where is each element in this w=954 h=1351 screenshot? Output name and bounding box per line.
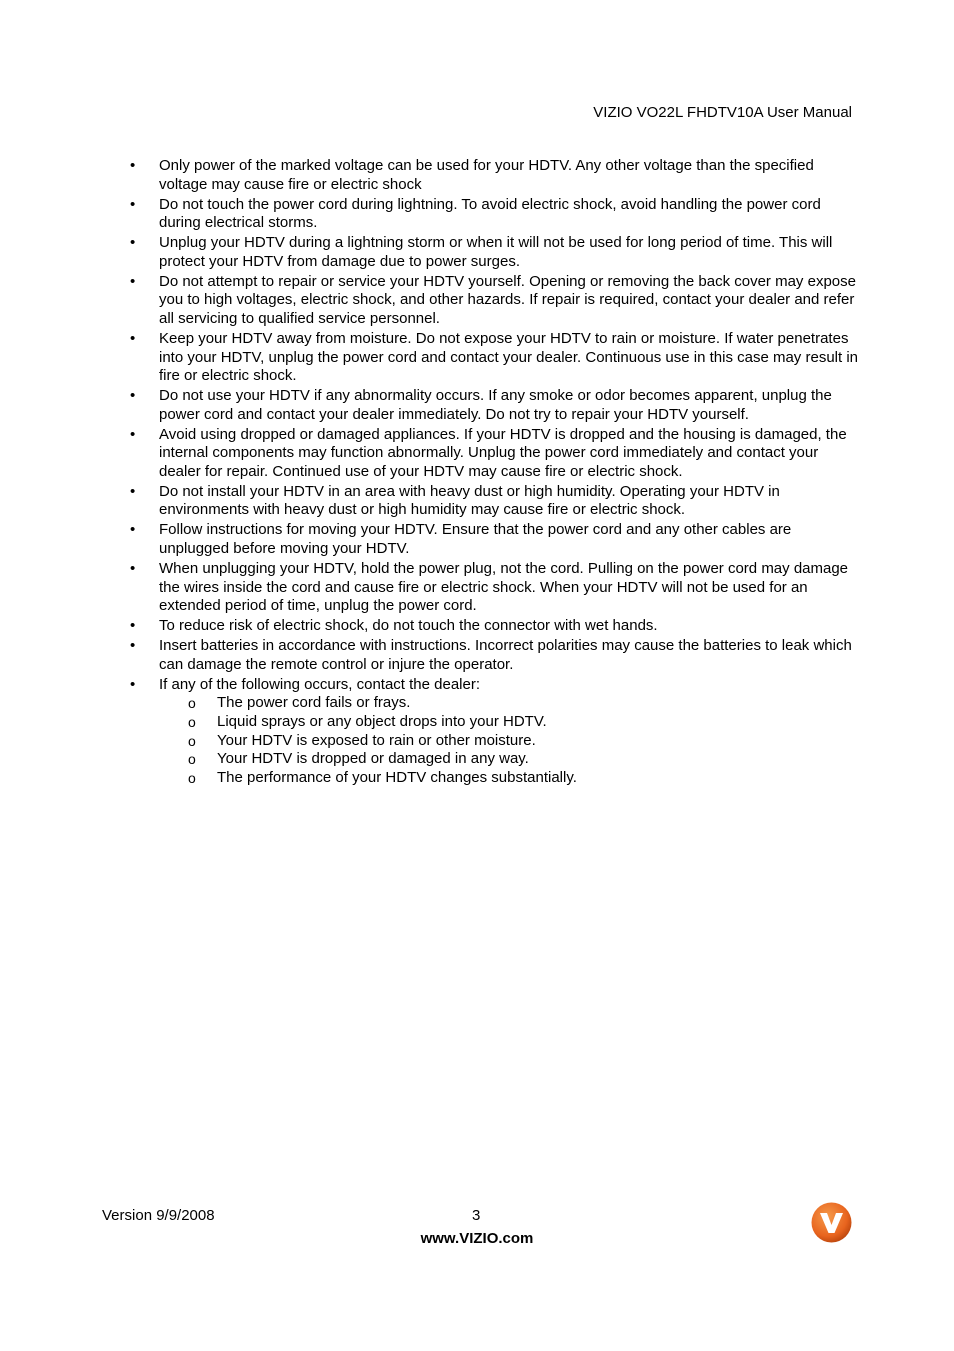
- list-item-text: Do not install your HDTV in an area with heavy dust or high humidity. Operating your HDTV in environments with heavy dust or high humidity may cause fire or electric shock.: [159, 482, 780, 519]
- circle-bullet-icon: o: [188, 713, 196, 730]
- list-item-text: Avoid using dropped or damaged appliances. If your HDTV is dropped and the housing is damaged, the internal components may function abnormally. Unplug the power cord immediately and contact your dealer for repair. Continued use of your HDTV may cause fire or electric shock.: [159, 425, 847, 480]
- bullet-icon: •: [130, 195, 136, 213]
- bullet-icon: •: [130, 559, 136, 577]
- page-header-title: VIZIO VO22L FHDTV10A User Manual: [593, 104, 852, 121]
- list-item: [130, 196, 860, 233]
- list-item: [130, 521, 860, 558]
- sub-list-item: [159, 694, 860, 713]
- list-item-text: Follow instructions for moving your HDTV. Ensure that the power cord and any other cables are unplugged before moving your HDTV.: [159, 521, 792, 557]
- list-item-text: When unplugging your HDTV, hold the power plug, not the cord. Pulling on the power cord may damage the wires inside the cord and cause fire or electric shock. When your HDTV will not be used for an extended period of time, unplug the power cord.: [159, 559, 849, 615]
- list-item: [130, 426, 860, 482]
- sub-list-item: [159, 732, 860, 751]
- bullet-icon: •: [130, 272, 136, 290]
- list-item-text: Insert batteries in accordance with instructions. Incorrect polarities may cause the batteries to leak which can damage the remote control or injure the operator.: [159, 637, 852, 673]
- bullet-icon: •: [130, 157, 136, 174]
- sub-list-item-text: Liquid sprays or any object drops into your HDTV.: [217, 712, 547, 730]
- bullet-icon: •: [130, 329, 136, 347]
- sub-list-item: [159, 713, 860, 732]
- circle-bullet-icon: o: [188, 695, 196, 712]
- bullet-icon: •: [130, 482, 136, 500]
- sub-list-item-text: Your HDTV is exposed to rain or other moisture.: [217, 731, 536, 749]
- circle-bullet-icon: o: [188, 769, 196, 786]
- list-item: [130, 560, 860, 616]
- list-item: [130, 273, 860, 329]
- list-item: [130, 617, 860, 636]
- bullet-icon: •: [130, 387, 136, 405]
- bullet-icon: •: [130, 617, 136, 635]
- list-item: [130, 157, 860, 194]
- bullet-icon: •: [130, 637, 136, 655]
- logo-circle: [812, 1203, 852, 1243]
- page-number: 3: [472, 1207, 481, 1224]
- list-item: [130, 676, 860, 788]
- safety-bullet-list: [130, 157, 860, 789]
- vizio-v-logo-icon: [811, 1202, 852, 1243]
- bullet-icon: •: [130, 521, 136, 539]
- footer-version: Version 9/9/2008: [102, 1207, 215, 1224]
- list-item-text: Keep your HDTV away from moisture. Do not expose your HDTV to rain or moisture. If water penetrates into your HDTV, unplug the power cord and contact your dealer. Continuous use in this case may result in fire or electric shock.: [159, 329, 859, 385]
- bullet-icon: •: [130, 425, 136, 443]
- list-item-text: If any of the following occurs, contact the dealer:: [159, 675, 481, 693]
- footer-website-link[interactable]: www.VIZIO.com: [420, 1230, 534, 1247]
- list-item: [130, 387, 860, 424]
- sub-list-item: [159, 750, 860, 769]
- contact-dealer-sublist: [159, 694, 860, 787]
- list-item: [130, 637, 860, 674]
- list-item-text: Unplug your HDTV during a lightning storm or when it will not be used for long period of time. This will protect your HDTV from damage due to power surges.: [159, 234, 833, 270]
- sub-list-item-text: Your HDTV is dropped or damaged in any way.: [217, 750, 529, 768]
- list-item-text: Do not touch the power cord during lightning. To avoid electric shock, avoid handling the power cord during electrical storms.: [159, 195, 821, 232]
- list-item-text: Only power of the marked voltage can be used for your HDTV. Any other voltage than the specified voltage may cause fire or electric shock: [159, 157, 814, 193]
- list-item: [130, 483, 860, 520]
- bullet-icon: •: [130, 234, 136, 252]
- circle-bullet-icon: o: [188, 732, 196, 749]
- list-item: [130, 234, 860, 271]
- list-item-text: Do not use your HDTV if any abnormality occurs. If any smoke or odor becomes apparent, unplug the power cord and contact your dealer immediately. Do not try to repair your HDTV yourself.: [159, 387, 832, 423]
- sub-list-item-text: The power cord fails or frays.: [217, 694, 411, 712]
- list-item-text: To reduce risk of electric shock, do not touch the connector with wet hands.: [159, 617, 658, 635]
- bullet-icon: •: [130, 675, 136, 693]
- circle-bullet-icon: o: [188, 751, 196, 768]
- sub-list-item-text: The performance of your HDTV changes substantially.: [217, 768, 577, 786]
- list-item-text: Do not attempt to repair or service your HDTV yourself. Opening or removing the back cover may expose you to high voltages, electric shock, and other hazards. If repair is required, contact your dealer and refer all servicing to qualified service personnel.: [159, 272, 856, 327]
- sub-list-item: [159, 769, 860, 788]
- list-item: [130, 330, 860, 386]
